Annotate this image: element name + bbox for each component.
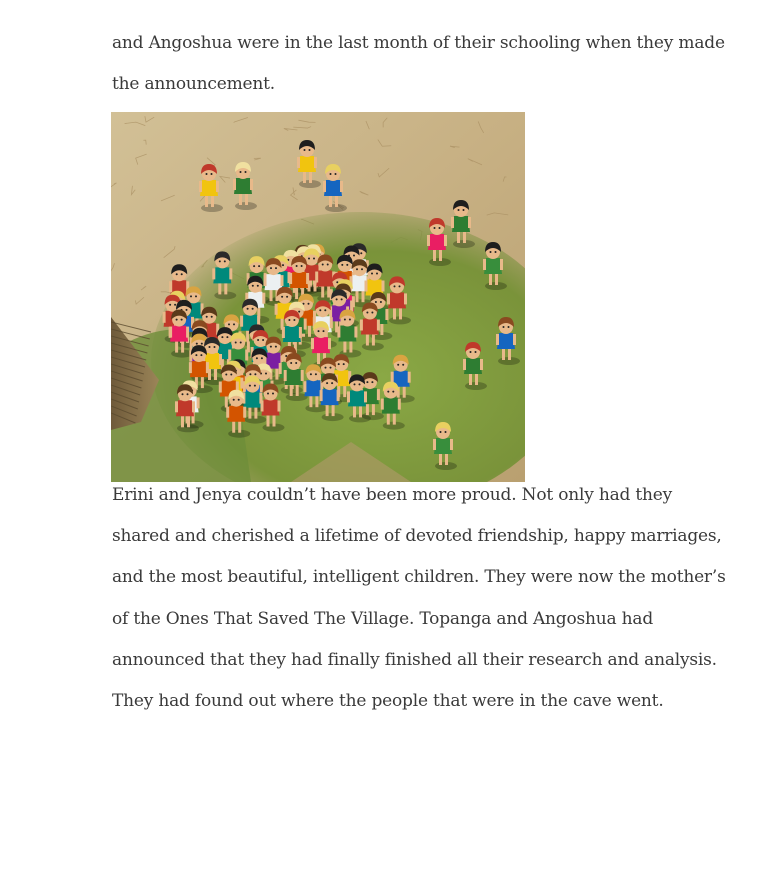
text-line: and the most beautiful, intelligent children. They were now the mother’s [112,567,726,587]
text-line: and Angoshua were in the last month of their schooling when they made [112,33,725,53]
text-line: They had found out where the people that were in the cave went. [112,691,664,711]
text-line: announced that they had finally finished all their research and analysis. [112,650,717,670]
text-line: Erini and Jenya couldn’t have been more proud. Not only had they [112,485,673,505]
text-line: shared and cherished a lifetime of devoted friendship, happy marriages, [112,526,722,546]
village-crowd-illustration [111,112,525,482]
village-crowd-image [111,112,525,482]
text-line: of the Ones That Saved The Village. Topanga and Angoshua had [112,609,654,629]
text-line: the announcement. [112,74,275,94]
